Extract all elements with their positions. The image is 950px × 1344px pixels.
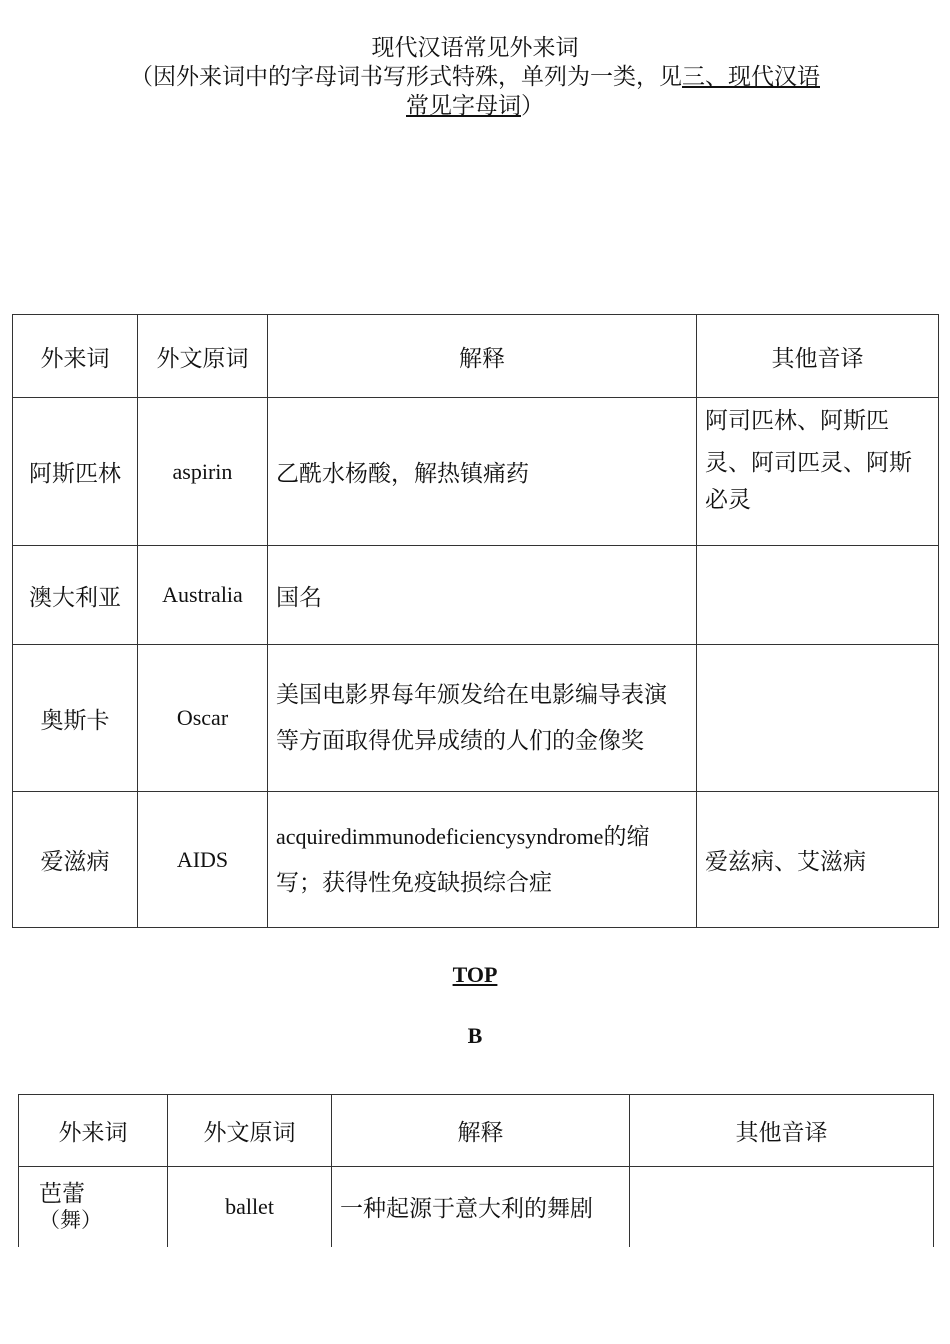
- header-origin: 外文原词: [138, 315, 268, 398]
- cell-origin: aspirin: [138, 398, 268, 546]
- header-loanword: 外来词: [19, 1095, 168, 1167]
- loanword-table-a: [12, 314, 939, 928]
- cell-meaning: 国名: [268, 546, 697, 645]
- header-loanword: 外来词: [13, 315, 138, 398]
- header-meaning: 解释: [268, 315, 697, 398]
- top-link[interactable]: TOP: [452, 962, 498, 987]
- cell-other: [697, 645, 939, 792]
- cell-origin: Australia: [138, 546, 268, 645]
- other-line: 阿司匹林、阿斯匹: [705, 408, 889, 434]
- cell-origin: Oscar: [138, 645, 268, 792]
- cell-meaning: 美国电影界每年颁发给在电影编导表演等方面取得优异成绩的人们的金像奖: [268, 645, 697, 792]
- table-row: [13, 645, 939, 792]
- cell-loanword: 澳大利亚: [13, 546, 138, 645]
- table-row: [13, 546, 939, 645]
- cell-meaning: 乙酰水杨酸，解热镇痛药: [268, 398, 697, 546]
- cell-other: 爱兹病、艾滋病: [697, 792, 939, 928]
- title-note-end: ）: [521, 93, 544, 119]
- cell-meaning: [268, 792, 697, 928]
- other-line: 必灵: [705, 487, 751, 513]
- title-note: （因外来词中的字母词书写形式特殊，单列为一类，见: [130, 64, 682, 90]
- cell-loanword: 奥斯卡: [13, 645, 138, 792]
- table-header-row: [19, 1095, 934, 1167]
- loanword-note: （舞）: [39, 1207, 102, 1232]
- table-row: [19, 1167, 934, 1247]
- table-row: [13, 792, 939, 928]
- cell-loanword: 阿斯匹林: [13, 398, 138, 546]
- header-other: 其他音译: [630, 1095, 934, 1167]
- cell-origin: AIDS: [138, 792, 268, 928]
- meaning-text: 的缩写；获得性免疫缺损综合症: [276, 823, 650, 896]
- cell-origin: ballet: [168, 1167, 332, 1247]
- letter-words-link-part1[interactable]: 三、现代汉语: [682, 64, 820, 90]
- cell-loanword: [19, 1167, 168, 1247]
- cell-other: [697, 398, 939, 546]
- title-line-1: 现代汉语常见外来词: [371, 35, 579, 61]
- loanword-table-b: [18, 1094, 934, 1247]
- letter-words-link-part2[interactable]: 常见字母词: [406, 93, 521, 119]
- cell-meaning: 一种起源于意大利的舞剧: [332, 1167, 630, 1247]
- section-heading-b: B: [467, 1023, 483, 1048]
- header-other: 其他音译: [697, 315, 939, 398]
- table-header-row: [13, 315, 939, 398]
- title-line-2: [0, 63, 950, 92]
- header-meaning: 解释: [332, 1095, 630, 1167]
- cell-other: [630, 1167, 934, 1247]
- cell-loanword: 爱滋病: [13, 792, 138, 928]
- cell-other: [697, 546, 939, 645]
- table-row: [13, 398, 939, 546]
- header-origin: 外文原词: [168, 1095, 332, 1167]
- title-line-3: [0, 92, 950, 121]
- meaning-latin: acquiredimmunodeficiencysyndrome: [276, 823, 604, 849]
- loanword-text: 芭蕾: [39, 1180, 85, 1207]
- other-line: 灵、阿司匹灵、阿斯: [705, 450, 912, 476]
